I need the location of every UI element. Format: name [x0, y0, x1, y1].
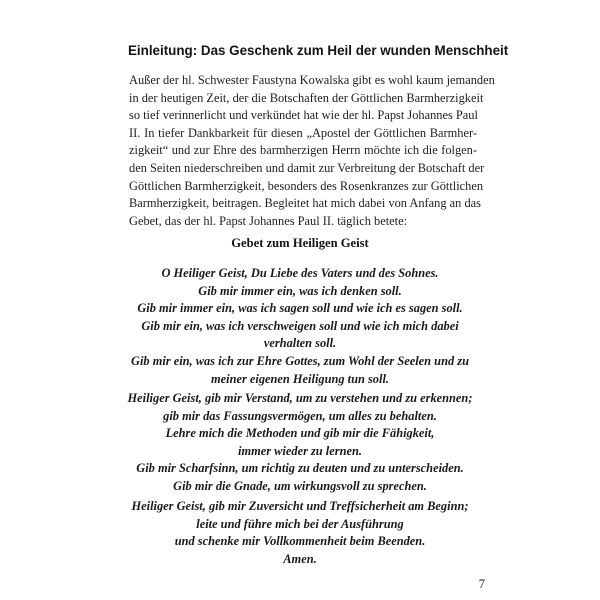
prayer-line: Gib mir die Gnade, um wirkungsvoll zu sprechen. [173, 478, 427, 493]
prayer-line: Gib mir immer ein, was ich sagen soll und wie ich es sagen soll. [137, 301, 463, 316]
intro-line: II. In tiefer Dankbarkeit für diesen „Apostel der Göttlichen Barmher- [129, 125, 477, 140]
prayer-line: Gib mir Scharfsinn, um richtig zu deuten und zu unterscheiden. [136, 461, 464, 476]
prayer-line: verhalten soll. [263, 336, 337, 351]
intro-paragraph [129, 72, 495, 230]
prayer-line: Heiliger Geist, gib mir Verstand, um zu verstehen und zu erkennen; [127, 391, 473, 405]
prayer-stanza-2 [80, 390, 520, 496]
prayer-heading: Gebet zum Heiligen Geist [231, 236, 369, 250]
prayer-line: O Heiliger Geist, Du Liebe des Vaters und des Sohnes. [161, 266, 439, 280]
intro-line: so tief verinnerlicht und verkündet hat wie der hl. Papst Johannes Paul [129, 108, 478, 123]
prayer-line: Amen. [283, 551, 317, 566]
intro-line: Göttlichen Barmherzigkeit, besonders des Rosenkranzes zur Göttlichen [129, 178, 484, 193]
prayer-line: Gib mir ein, was ich verschweigen soll und wie ich mich dabei [141, 318, 459, 333]
prayer-line: und schenke mir Vollkommenheit beim Beenden. [174, 534, 426, 549]
prayer-line: leite und führe mich bei der Ausführung [196, 516, 404, 531]
prayer-line: Lehre mich die Methoden und gib mir die Fähigkeit, [165, 426, 435, 441]
intro-line: Gebet, das der hl. Papst Johannes Paul II. täglich betete: [129, 213, 408, 228]
prayer-line: gib mir das Fassungsvermögen, um alles zu behalten. [163, 408, 437, 423]
prayer-line: Gib mir immer ein, was ich denken soll. [198, 283, 402, 298]
intro-line: in der heutigen Zeit, der die Botschaften der Göttlichen Barmherzigkeit [129, 90, 484, 105]
prayer-stanza-3 [80, 498, 520, 568]
chapter-title: Einleitung: Das Geschenk zum Heil der wunden Menschheit [128, 43, 509, 58]
intro-line: zigkeit“ und zur Ehre des barmherzigen Herrn möchte ich die folgen- [129, 143, 477, 158]
page-number: 7 [478, 577, 485, 591]
prayer-line: Heiliger Geist, gib mir Zuversicht und Treffsicherheit am Beginn; [131, 499, 469, 513]
prayer-line: meiner eigenen Heiligung tun soll. [211, 371, 389, 386]
prayer-line: Gib mir ein, was ich zur Ehre Gottes, zum Wohl der Seelen und zu [131, 353, 469, 368]
prayer-line: immer wieder zu lernen. [238, 443, 362, 458]
prayer-stanza-1 [80, 265, 520, 388]
intro-line: den Seiten niederschreiben und damit zur Verbreitung der Botschaft der [129, 160, 485, 175]
intro-line: Barmherzigkeit, beitragen. Begleitet hat mich dabei von Anfang an das [129, 196, 481, 211]
intro-line: Außer der hl. Schwester Faustyna Kowalska gibt es wohl kaum jemanden [129, 73, 495, 87]
